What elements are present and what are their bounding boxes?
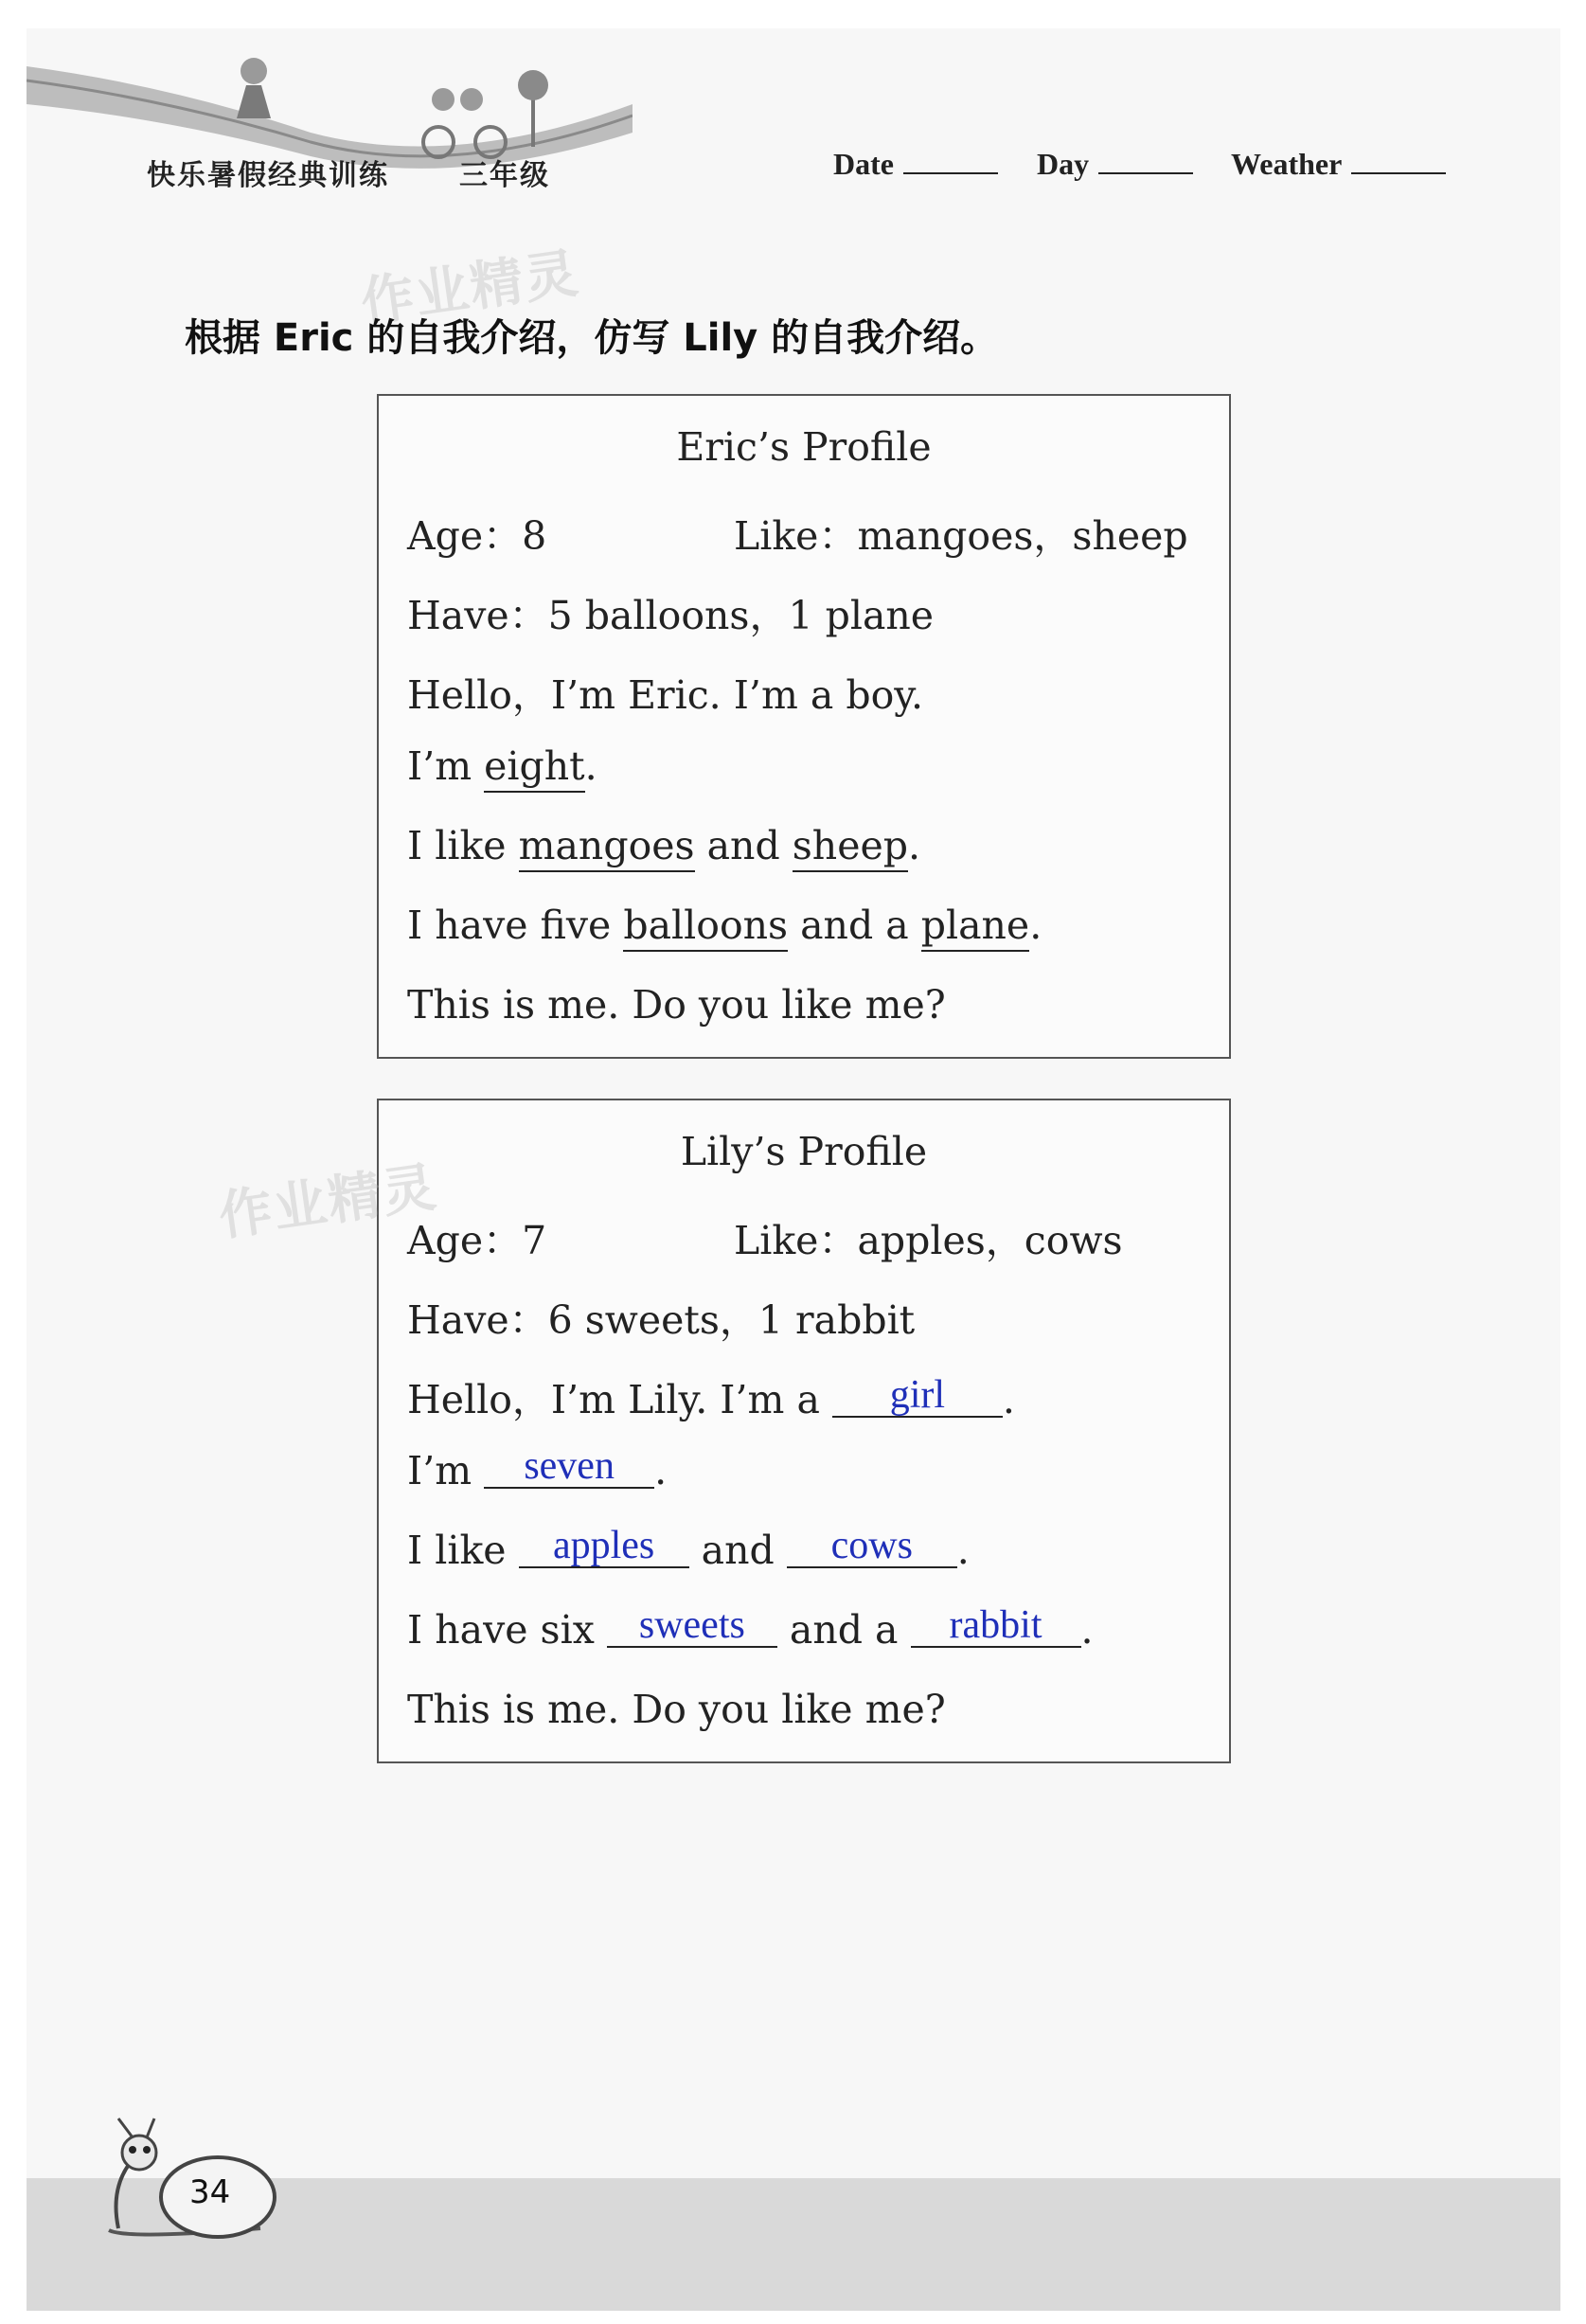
- lily-line-like: I like apples and cows .: [407, 1524, 970, 1573]
- instruction-text: 根据 Eric 的自我介绍，仿写 Lily 的自我介绍。: [185, 316, 999, 360]
- date-blank[interactable]: [903, 148, 998, 174]
- watermark-middle: 作业精灵: [215, 1156, 442, 1248]
- answer-blank-sweets[interactable]: sweets: [607, 1604, 777, 1648]
- grade-label: 三年级: [459, 159, 550, 192]
- weather-blank[interactable]: [1351, 148, 1446, 174]
- date-field: [833, 147, 998, 182]
- eric-underlined-like-1: mangoes: [519, 823, 695, 872]
- lily-line-age: I’m seven .: [407, 1444, 668, 1493]
- watermark-top: 作业精灵: [357, 242, 584, 334]
- lily-like: Like：apples，cows: [734, 1218, 1123, 1263]
- lily-line-hello: Hello，I’m Lily. I’m a girl .: [407, 1373, 1015, 1422]
- eric-underlined-like-2: sheep: [793, 823, 908, 872]
- lily-profile-title: Lily’s Profile: [680, 1129, 928, 1174]
- lily-have: Have：6 sweets，1 rabbit: [407, 1297, 916, 1343]
- weather-field: [1231, 147, 1446, 182]
- answer-blank-cows[interactable]: cows: [787, 1525, 957, 1568]
- eric-have: Have：5 balloons，1 plane: [407, 593, 935, 638]
- answer-blank-rabbit[interactable]: rabbit: [911, 1604, 1081, 1648]
- eric-like: Like：mangoes，sheep: [734, 513, 1188, 559]
- eric-line-have: I have five balloons and a plane.: [407, 903, 1042, 948]
- day-field: [1037, 147, 1193, 182]
- eric-underlined-age: eight: [484, 743, 585, 793]
- eric-profile-box: [377, 394, 1231, 1059]
- answer-blank-apples[interactable]: apples: [519, 1525, 689, 1568]
- day-blank[interactable]: [1098, 148, 1193, 174]
- answer-blank-girl[interactable]: girl: [832, 1374, 1003, 1418]
- eric-age: Age：8: [407, 513, 547, 559]
- lily-age: Age：7: [407, 1218, 547, 1263]
- lily-profile-box: [377, 1099, 1231, 1763]
- date-label: Date: [833, 147, 894, 181]
- answer-blank-seven[interactable]: seven: [484, 1445, 654, 1489]
- lily-line-closing: This is me. Do you like me?: [407, 1687, 946, 1732]
- lily-line-have: I have six sweets and a rabbit .: [407, 1603, 1094, 1653]
- eric-underlined-have-2: plane: [921, 903, 1029, 952]
- book-title: 快乐暑假经典训练: [147, 159, 389, 192]
- eric-underlined-have-1: balloons: [623, 903, 788, 952]
- eric-line-like: I like mangoes and sheep.: [407, 823, 920, 868]
- eric-line-hello: Hello，I’m Eric. I’m a boy.: [407, 672, 924, 718]
- eric-line-age: I’m eight.: [407, 743, 597, 789]
- page-number: 34: [189, 2173, 231, 2211]
- weather-label: Weather: [1231, 147, 1343, 181]
- day-label: Day: [1037, 147, 1090, 181]
- eric-line-closing: This is me. Do you like me?: [407, 982, 946, 1028]
- eric-profile-title: Eric’s Profile: [676, 424, 932, 470]
